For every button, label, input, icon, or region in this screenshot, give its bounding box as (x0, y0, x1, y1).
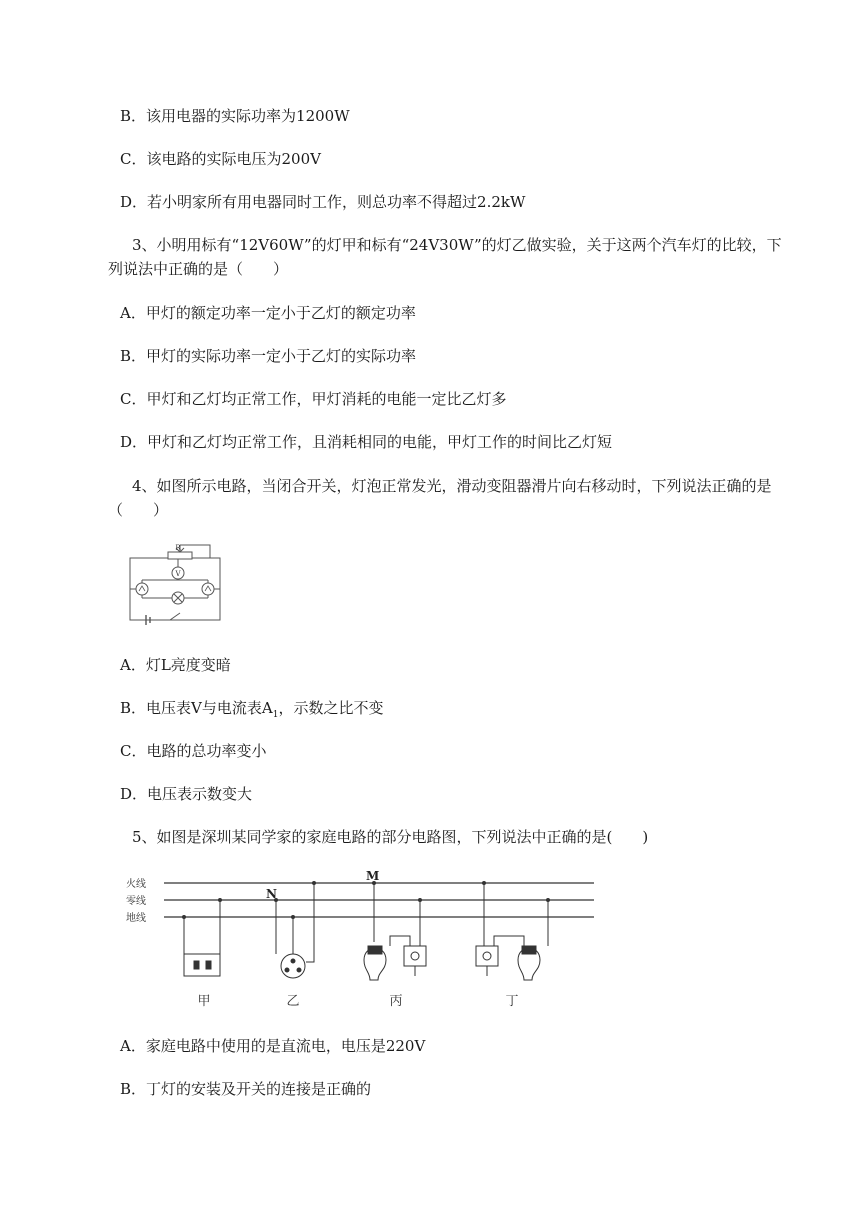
q5-wire-label-neutral: 零线 (126, 896, 146, 907)
q5-wire-label-live: 火线 (126, 879, 146, 890)
q3-option-b: B．甲灯的实际功率一定小于乙灯的实际功率 (120, 347, 417, 365)
q3-stem-line2: 列说法中正确的是（ ） (108, 260, 289, 278)
q5-option-b: B．丁灯的安装及开关的连接是正确的 (120, 1080, 372, 1098)
q4-option-c: C．电路的总功率变小 (120, 742, 267, 760)
q4-circuit-figure (120, 540, 230, 635)
q5-wire-label-ground: 地线 (126, 913, 146, 924)
q2-option-c: C．该电路的实际电压为200V (120, 150, 321, 168)
q4-voltmeter-label: V (175, 570, 181, 578)
q3-stem-line1: 3、小明用标有“12V60W”的灯甲和标有“24V30W”的灯乙做实验，关于这两个汽车灯的比较，下 (132, 236, 782, 254)
q4-option-b (120, 698, 383, 725)
q5-home-circuit-figure (120, 862, 600, 1012)
q5-option-a: A．家庭电路中使用的是直流电，电压是220V (120, 1037, 426, 1055)
q2-option-b: B．该用电器的实际功率为1200W (120, 107, 350, 125)
q5-device-label-jia: 甲 (197, 994, 211, 1009)
q5-device-label-yi: 乙 (286, 994, 300, 1009)
q4-stem-line1: 4、如图所示电路，当闭合开关，灯泡正常发光，滑动变阻器滑片向右移动时，下列说法正确的是 (132, 477, 772, 495)
q4-stem-line2: （ ） (108, 501, 169, 519)
q5-device-label-bing: 丙 (389, 994, 403, 1009)
q5-device-label-ding: 丁 (505, 994, 519, 1009)
q5-point-n: N (266, 887, 277, 901)
q5-stem: 5、如图是深圳某同学家的家庭电路的部分电路图，下列说法中正确的是( ) (132, 828, 649, 846)
q5-point-m: M (366, 869, 380, 883)
q3-option-c: C．甲灯和乙灯均正常工作，甲灯消耗的电能一定比乙灯多 (120, 390, 507, 408)
q4-option-b-text: B．电压表V与电流表A (120, 699, 273, 717)
q3-option-a: A．甲灯的额定功率一定小于乙灯的额定功率 (120, 304, 416, 322)
q2-option-d: D．若小明家所有用电器同时工作，则总功率不得超过2.2kW (120, 193, 526, 211)
q4-option-d: D．电压表示数变大 (120, 785, 253, 803)
q4-option-b-suffix: ，示数之比不变 (278, 699, 384, 717)
q3-option-d: D．甲灯和乙灯均正常工作，且消耗相同的电能，甲灯工作的时间比乙灯短 (120, 433, 613, 451)
q4-resistor-label: R (175, 544, 181, 552)
q4-option-a: A．灯L亮度变暗 (120, 656, 231, 674)
q4-option-b-subscript: 1 (272, 710, 279, 720)
